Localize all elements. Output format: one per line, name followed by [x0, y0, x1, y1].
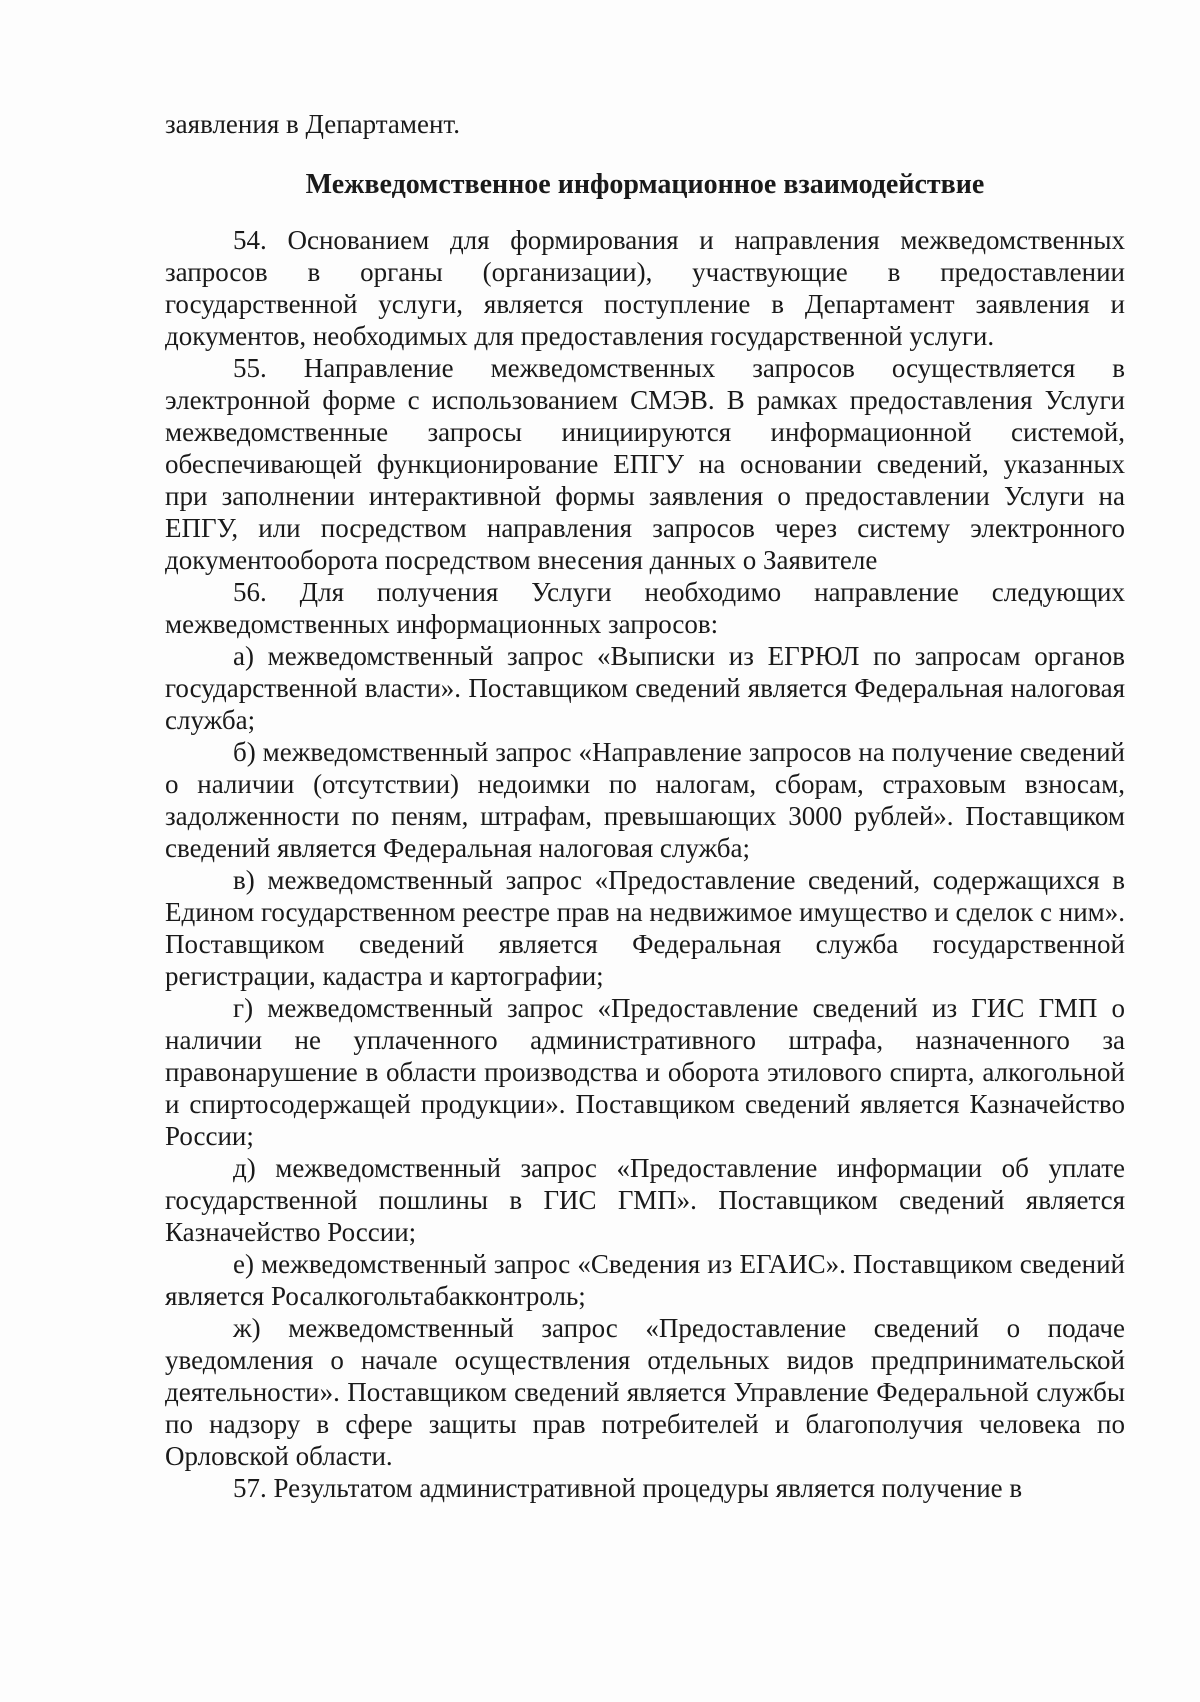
paragraph-54: 54. Основанием для формирования и направления межведомственных запросов в органы (организации), участвующие в предоставлении государственной услуги, является поступление в Департамент заявления и документов, необходимых для предоставления государственной услуги.	[165, 225, 1125, 351]
list-item-b: б) межведомственный запрос «Направление запросов на получение сведений о наличии (отсутствии) недоимки по налогам, сборам, страховым взносам, задолженности по пеням, штрафам, превышающих 3000 рублей». Поставщиком сведений является Федеральная налоговая служба;	[165, 737, 1125, 863]
list-item-d: д) межведомственный запрос «Предоставление информации об уплате государственной пошлины в ГИС ГМП». Поставщиком сведений является Казначейство России;	[165, 1153, 1125, 1247]
list-item-zh: ж) межведомственный запрос «Предоставление сведений о подаче уведомления о начале осуществления отдельных видов предпринимательской деятельности». Поставщиком сведений является Управление Федеральной службы по надзору в сфере защиты прав потребителей и благополучия человека по Орловской области.	[165, 1313, 1125, 1471]
list-item-v: в) межведомственный запрос «Предоставление сведений, содержащихся в Едином государственном реестре прав на недвижимое имущество и сделок с ним». Поставщиком сведений является Федеральная служба государственной регистрации, кадастра и картографии;	[165, 865, 1125, 991]
lead-text: заявления в Департамент.	[165, 109, 460, 139]
list-item-g: г) межведомственный запрос «Предоставление сведений из ГИС ГМП о наличии не уплаченного административного штрафа, назначенного за правонарушение в области производства и оборота этилового спирта, алкогольной и спиртосодержащей продукции». Поставщиком сведений является Казначейство России;	[165, 993, 1125, 1151]
paragraph-56: 56. Для получения Услуги необходимо направление следующих межведомственных информационных запросов:	[165, 577, 1125, 639]
list-item-e: е) межведомственный запрос «Сведения из ЕГАИС». Поставщиком сведений является Росалкогольтабакконтроль;	[165, 1249, 1125, 1311]
paragraph-57: 57. Результатом административной процедуры является получение в	[233, 1473, 1023, 1503]
list-item-a: а) межведомственный запрос «Выписки из ЕГРЮЛ по запросам органов государственной власти». Поставщиком сведений является Федеральная налоговая служба;	[165, 641, 1125, 735]
document-body	[165, 108, 1125, 1504]
paragraph-55: 55. Направление межведомственных запросов осуществляется в электронной форме с использованием СМЭВ. В рамках предоставления Услуги межведомственные запросы инициируются информационной системой, обеспечивающей функционирование ЕПГУ на основании сведений, указанных при заполнении интерактивной формы заявления о предоставлении Услуги на ЕПГУ, или посредством направления запросов через систему электронного документооборота посредством внесения данных о Заявителе	[165, 353, 1125, 575]
section-heading: Межведомственное информационное взаимодействие	[305, 169, 985, 200]
